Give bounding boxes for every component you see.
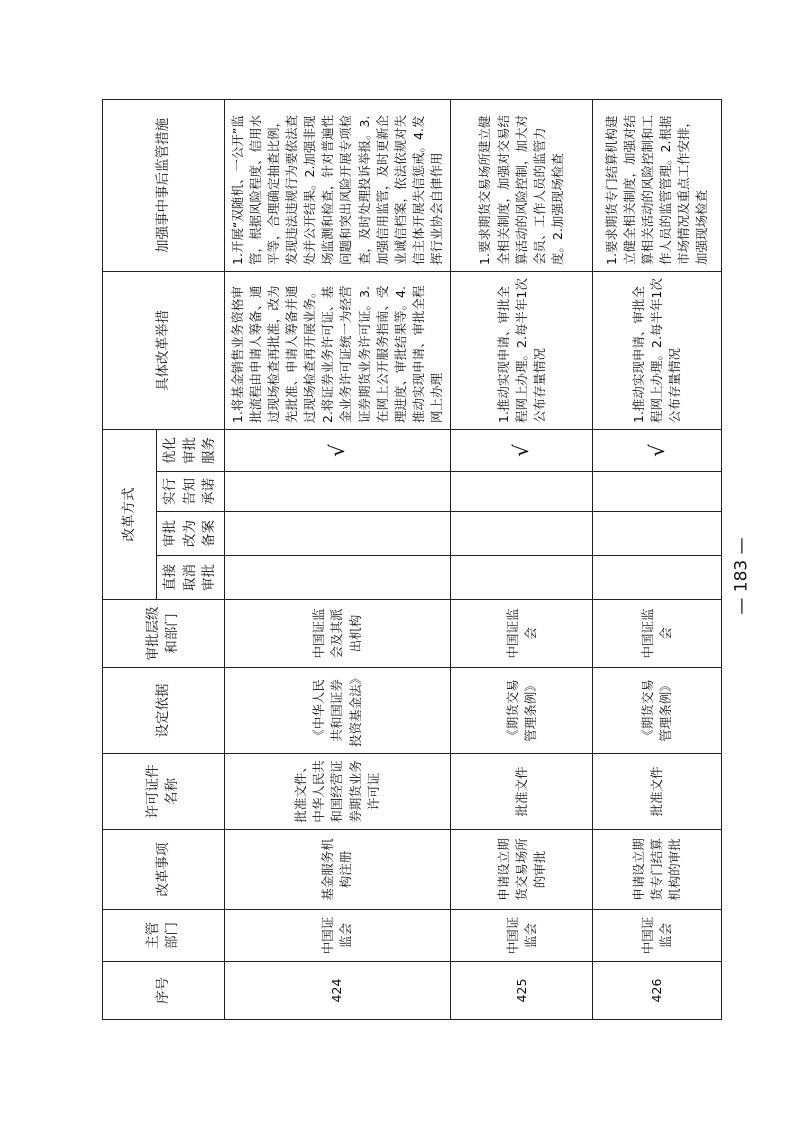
row-measures: 1.推动实现申请、审批全程网上办理。2.每半年1次公布存量情况 — [451, 272, 593, 430]
row-license: 批准文件 — [593, 754, 722, 830]
header-license: 许可证件名称 — [103, 754, 225, 830]
row-basis: 《期货交易管理条例》 — [451, 668, 593, 754]
table-row — [593, 100, 722, 1020]
row-basis: 《期货交易管理条例》 — [593, 668, 722, 754]
row-basis: 《中华人民共和国证券投资基金法》 — [224, 668, 451, 754]
row-mode-cancel — [451, 556, 593, 600]
header-measures: 具体改革举措 — [103, 272, 225, 430]
header-mode-cancel: 直接取消审批 — [157, 556, 225, 600]
header-approval-level: 审批层级和部门 — [103, 600, 225, 668]
row-mode-commit — [593, 472, 722, 512]
row-approval-level: 中国证监会及其派出机构 — [224, 600, 451, 668]
row-supervision: 1.要求期货交易场所建立健全相关制度，加强对交易结算活动的风险控制，加大对会员、工作人员的监管力度。2.加强现场检查 — [451, 100, 593, 272]
reform-table — [102, 99, 722, 1020]
row-item: 基金服务机构注册 — [224, 830, 451, 910]
row-supervision: 1.要求期货专门结算机构建立健全相关制度，加强对结算相关活动的风险控制和工作人员的监管管理。2.根据市场情况及重点工作安排，加强现场检查 — [593, 100, 722, 272]
row-dept: 中国证监会 — [593, 910, 722, 962]
row-mode-optimize-check: √ — [451, 430, 593, 472]
row-mode-filing — [451, 512, 593, 556]
row-item: 申请设立期货交易场所的审批 — [451, 830, 593, 910]
header-row-1 — [103, 100, 157, 1020]
row-mode-cancel — [593, 556, 722, 600]
table-row — [451, 100, 593, 1020]
row-mode-optimize-check: √ — [593, 430, 722, 472]
row-seq: 424 — [224, 962, 451, 1020]
page-number: — 183 — — [731, 537, 752, 615]
row-dept: 中国证监会 — [451, 910, 593, 962]
row-mode-filing — [224, 512, 451, 556]
header-mode-optimize: 优化审批服务 — [157, 430, 225, 472]
header-mode-commit: 实行告知承诺 — [157, 472, 225, 512]
header-dept: 主管部门 — [103, 910, 225, 962]
row-license: 批准文件、中华人民共和国经营证券期货业务许可证 — [224, 754, 451, 830]
row-measures: 1.推动实现申请、审批全程网上办理。2.每半年1次公布存量情况 — [593, 272, 722, 430]
row-seq: 425 — [451, 962, 593, 1020]
header-seq: 序号 — [103, 962, 225, 1020]
rotated-table-container — [102, 100, 710, 1020]
table-row — [224, 100, 451, 1020]
row-license: 批准文件 — [451, 754, 593, 830]
header-supervision: 加强事中事后监管措施 — [103, 100, 225, 272]
row-seq: 426 — [593, 962, 722, 1020]
row-mode-filing — [593, 512, 722, 556]
row-mode-commit — [451, 472, 593, 512]
row-approval-level: 中国证监会 — [451, 600, 593, 668]
row-item: 申请设立期货专门结算机构的审批 — [593, 830, 722, 910]
header-basis: 设定依据 — [103, 668, 225, 754]
header-item: 改革事项 — [103, 830, 225, 910]
row-mode-optimize-check: √ — [224, 430, 451, 472]
row-mode-cancel — [224, 556, 451, 600]
row-dept: 中国证监会 — [224, 910, 451, 962]
row-measures: 1.将基金销售业务资格审批流程由申请人筹备、通过现场检查再批准，改为先批准、申请人筹备并通过现场检查再开展业务。2.将证券业务许可证、基金业务许可证统一为经营证券期货业务许可证。3.在网上公开服务指南、受理进度、审批结果等。4.推动实现申请、审批全程网上办理 — [224, 272, 451, 430]
row-mode-commit — [224, 472, 451, 512]
row-supervision: 1.开展“双随机、一公开”监管，根据风险程度、信用水平等，合理确定抽查比例，发现违法违规行为要依法查处并公开结果。2.加强非现场监测和检查，针对普遍性问题和突出风险开展专项检查，及时处理投诉举报。3.加强信用监管，及时更新企业诚信档案，依法依规对失信主体开展失信惩戒。4.发挥行业协会自律作用 — [224, 100, 451, 272]
header-mode-filing: 审批改为备案 — [157, 512, 225, 556]
header-reform-mode: 改革方式 — [103, 430, 157, 600]
row-approval-level: 中国证监会 — [593, 600, 722, 668]
